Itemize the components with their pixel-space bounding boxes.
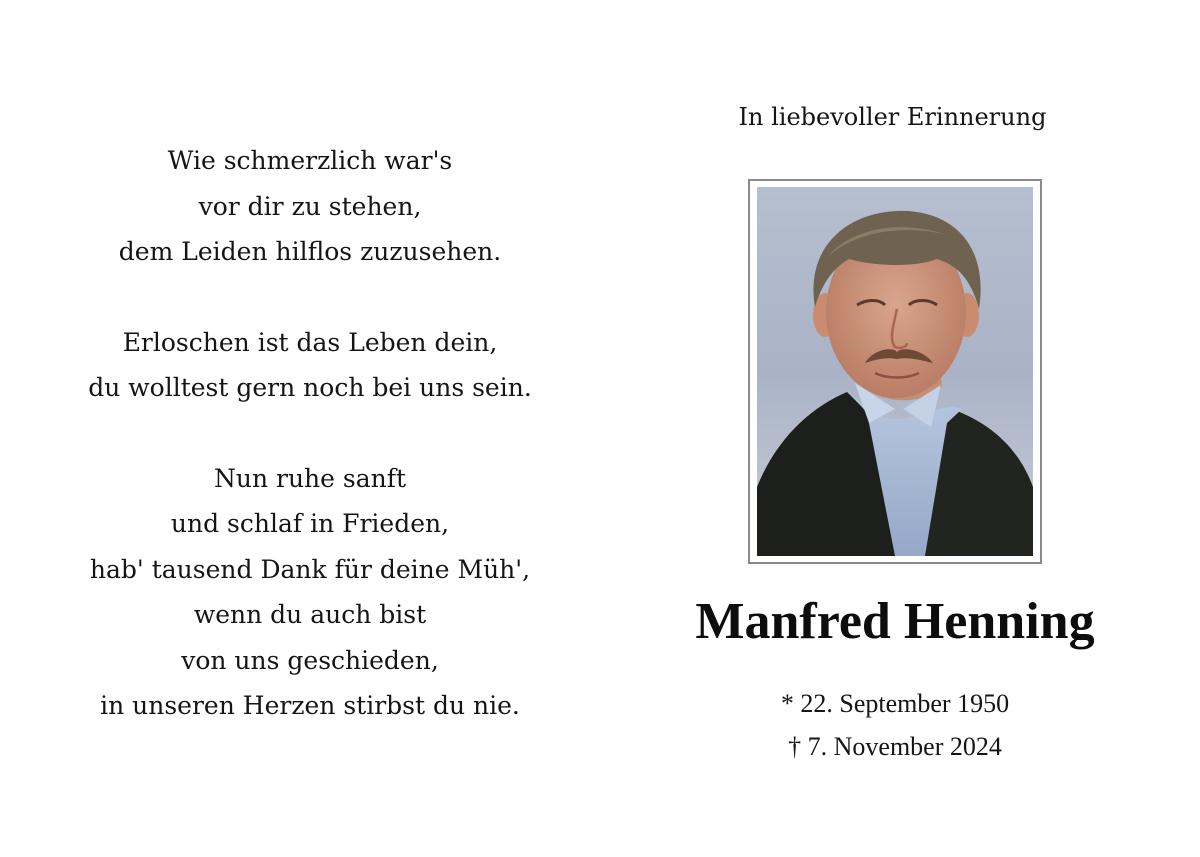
poem-line: Nun ruhe sanft	[213, 463, 407, 493]
dedication-heading: In liebevoller Erinnerung	[738, 103, 1047, 131]
poem-line: von uns geschieden,	[181, 645, 439, 675]
poem-line: Erloschen ist das Leben dein,	[122, 327, 498, 357]
death-date: † 7. November 2024	[788, 732, 1002, 761]
poem-stanza	[40, 138, 580, 275]
portrait-photo-icon	[757, 187, 1033, 556]
poem-line: dem Leiden hilflos zuzusehen.	[118, 237, 502, 266]
poem-line: wenn du auch bist	[193, 600, 427, 629]
life-dates	[700, 682, 1090, 768]
deceased-name: Manfred Henning	[695, 593, 1095, 650]
poem-stanza	[40, 320, 580, 411]
poem-line: in unseren Herzen stirbst du nie.	[100, 691, 520, 720]
poem	[40, 138, 580, 729]
poem-line: vor dir zu stehen,	[198, 191, 422, 221]
birth-date: * 22. September 1950	[780, 689, 1010, 718]
poem-line: Wie schmerzlich war's	[167, 146, 453, 175]
poem-line: hab' tausend Dank für deine Müh',	[89, 554, 531, 584]
poem-stanza	[40, 456, 580, 729]
poem-line: du wolltest gern noch bei uns sein.	[88, 373, 532, 402]
poem-line: und schlaf in Frieden,	[170, 509, 450, 538]
portrait-frame	[748, 179, 1042, 564]
